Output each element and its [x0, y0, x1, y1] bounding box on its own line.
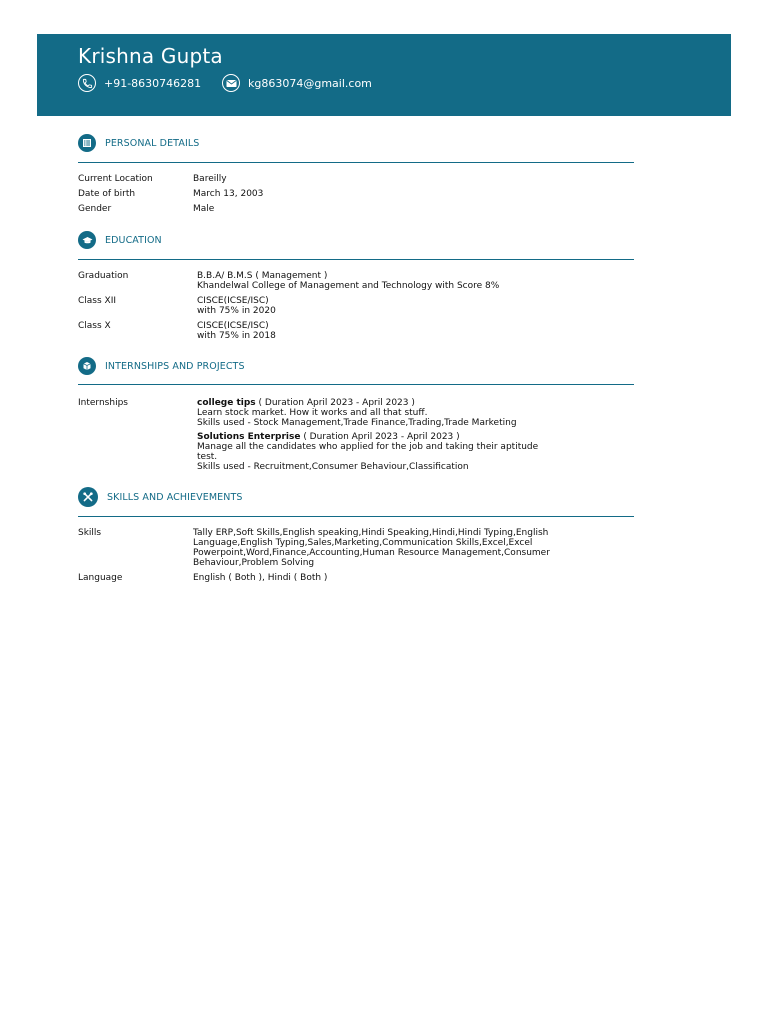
duration: ( Duration April 2023 - April 2023 ): [255, 398, 415, 408]
class-xii-value: [197, 296, 276, 316]
language-value: English ( Both ), Hindi ( Both ): [193, 573, 328, 583]
cube-icon: [78, 357, 96, 375]
gender-label: Gender: [78, 204, 112, 214]
section-divider: [78, 162, 634, 163]
section-title: PERSONAL DETAILS: [105, 137, 200, 149]
date-of-birth-value: March 13, 2003: [193, 189, 264, 199]
internships-heading: [78, 357, 245, 375]
tools-icon: [78, 487, 98, 507]
phone-icon: [78, 74, 96, 92]
score-year: with 75% in 2018: [197, 331, 276, 341]
score-year: with 75% in 2020: [197, 306, 276, 316]
phone-contact[interactable]: [78, 74, 201, 92]
section-divider: [78, 516, 634, 517]
date-of-birth-label: Date of birth: [78, 189, 136, 199]
email-address: kg863074@gmail.com: [248, 76, 372, 90]
college-name: Khandelwal College of Management and Technology with Score 8%: [197, 281, 500, 291]
degree-name: B.B.A/ B.M.S ( Management ): [197, 271, 328, 281]
section-divider: [78, 384, 634, 385]
phone-number: +91-8630746281: [104, 76, 202, 90]
graduation-cap-icon: [78, 231, 96, 249]
skills-line: Language,English Typing,Sales,Marketing,Communication Skills,Excel,Excel: [193, 538, 533, 548]
board-name: CISCE(ICSE/ISC): [197, 321, 269, 331]
skills-line: Tally ERP,Soft Skills,English speaking,Hindi Speaking,Hindi,Hindi Typing,English: [193, 528, 549, 538]
internship-description-continued: test.: [197, 452, 218, 462]
board-name: CISCE(ICSE/ISC): [197, 296, 269, 306]
company-name: Solutions Enterprise: [197, 432, 301, 442]
skills-used: Skills used - Stock Management,Trade Finance,Trading,Trade Marketing: [197, 418, 517, 428]
id-card-icon: [78, 134, 96, 152]
section-title: EDUCATION: [105, 234, 162, 246]
graduation-value: [197, 271, 499, 291]
gender-value: Male: [193, 204, 215, 214]
company-name: college tips: [197, 398, 256, 408]
candidate-name: Krishna Gupta: [78, 44, 223, 68]
skills-line: Behaviour,Problem Solving: [193, 558, 315, 568]
skills-heading: [78, 487, 243, 507]
graduation-label: Graduation: [78, 271, 129, 281]
current-location-label: Current Location: [78, 174, 153, 184]
internship-description: Manage all the candidates who applied for the job and taking their aptitude: [197, 442, 539, 452]
envelope-icon: [222, 74, 240, 92]
class-x-value: [197, 321, 276, 341]
internship-description: Learn stock market. How it works and all that stuff.: [197, 408, 428, 418]
class-xii-label: Class XII: [78, 296, 117, 306]
language-label: Language: [78, 573, 123, 583]
duration: ( Duration April 2023 - April 2023 ): [300, 432, 460, 442]
section-title: INTERNSHIPS AND PROJECTS: [105, 360, 245, 372]
skills-value: [193, 528, 550, 568]
current-location-value: Bareilly: [193, 174, 227, 184]
section-divider: [78, 259, 634, 260]
skills-label: Skills: [78, 528, 102, 538]
internship-entry: [197, 398, 517, 428]
skills-line: Powerpoint,Word,Finance,Accounting,Human Resource Management,Consumer: [193, 548, 550, 558]
class-x-label: Class X: [78, 321, 111, 331]
email-contact[interactable]: [222, 74, 372, 92]
section-title: SKILLS AND ACHIEVEMENTS: [107, 491, 243, 503]
internships-label: Internships: [78, 398, 128, 408]
personal-details-heading: [78, 134, 199, 152]
education-heading: [78, 231, 162, 249]
internship-entry: [197, 432, 538, 472]
skills-used: Skills used - Recruitment,Consumer Behaviour,Classification: [197, 462, 469, 472]
